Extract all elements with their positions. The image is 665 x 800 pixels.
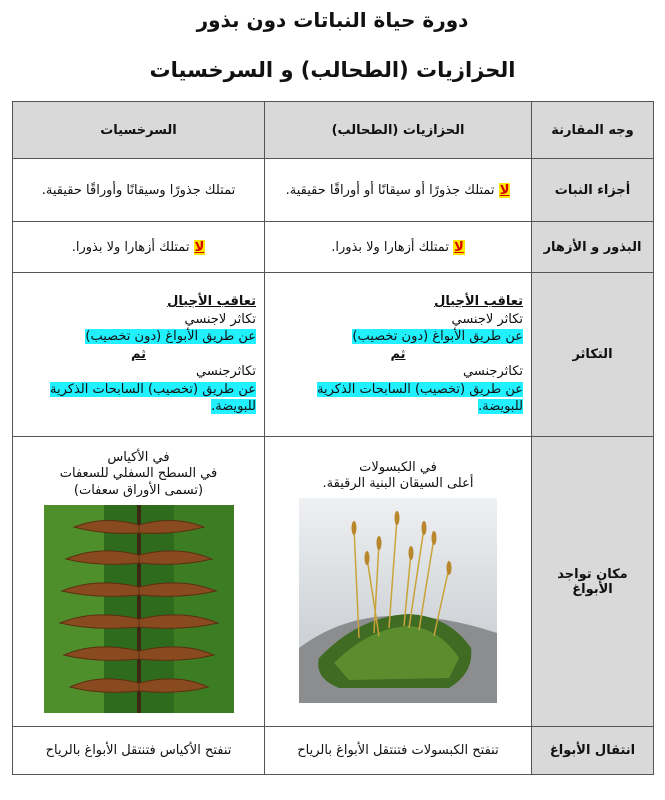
fern-image <box>44 505 234 713</box>
mosses-spore-transfer: تنفتح الكبسولات فتنتقل الأبواغ بالرياح <box>265 727 532 775</box>
mosses-reproduction <box>265 273 532 437</box>
then-label: ثم <box>130 346 147 362</box>
row-spore-transfer <box>13 727 654 775</box>
ferns-plant-parts: تمتلك جذورًا وسيقانًا وأوراقًا حقيقية. <box>13 159 265 222</box>
page-title: دورة حياة النباتات دون بذور <box>196 8 469 32</box>
no-badge: لا <box>454 239 464 255</box>
ferns-spore-location <box>13 437 265 727</box>
row-reproduction <box>13 273 654 437</box>
ferns-spores-line3: (تسمى الأوراق سعفات) <box>73 482 204 498</box>
header-row <box>13 102 654 159</box>
no-badge: لا <box>194 239 205 255</box>
aspect-reproduction: التكاثر <box>532 273 654 437</box>
no-badge: لا <box>499 182 510 198</box>
aspect-seeds-flowers: البذور و الأزهار <box>532 222 654 273</box>
aspect-spore-location: مكان تواجد الأبواغ <box>532 437 654 727</box>
comparison-table <box>12 101 654 775</box>
reproduction-heading: تعاقب الأجيال <box>167 294 256 310</box>
page-subtitle: الحزازيات (الطحالب) و السرخسيات <box>149 58 516 82</box>
ferns-spores-line2: في السطح السفلي للسعفات <box>59 466 218 482</box>
ferns-seeds-text: تمتلك أزهارا ولا بذورا. <box>71 239 190 255</box>
asexual-label: تكاثر لاجنسي <box>451 311 523 327</box>
header-mosses: الحزازيات (الطحالب) <box>265 102 532 159</box>
mosses-plant-parts-text: تمتلك جذورًا أو سيقانًا أو أوراقًا حقيقية. <box>285 182 495 198</box>
mosses-plant-parts <box>265 159 532 222</box>
ferns-reproduction <box>13 273 265 437</box>
aspect-plant-parts: أجزاء النبات <box>532 159 654 222</box>
sexual-method: عن طريق (تخصيب) السابحات الذكرية للبويضة. <box>317 381 523 415</box>
mosses-spores-line1: في الكبسولات <box>359 459 437 475</box>
row-spore-location <box>13 437 654 727</box>
aspect-spore-transfer: انتقال الأبواغ <box>532 727 654 775</box>
header-aspect: وجه المقارنة <box>532 102 654 159</box>
row-seeds-flowers <box>13 222 654 273</box>
asexual-label: تكاثر لاجنسي <box>184 311 256 327</box>
mosses-spores-line2: أعلى السيقان البنية الرقيقة. <box>322 476 474 491</box>
mosses-seeds-text: تمتلك أزهارا ولا بذورا. <box>331 239 449 255</box>
ferns-spore-transfer: تنفتح الأكياس فتنتقل الأبواغ بالرياح <box>13 727 265 775</box>
asexual-method: عن طريق الأبواغ (دون تخصيب) <box>352 329 523 345</box>
row-plant-parts <box>13 159 654 222</box>
ferns-seeds-flowers <box>13 222 265 273</box>
ferns-spores-line1: في الأكياس <box>107 450 170 466</box>
moss-image <box>299 498 497 703</box>
header-ferns: السرخسيات <box>13 102 265 159</box>
mosses-spore-location <box>265 437 532 727</box>
asexual-method: عن طريق الأبواغ (دون تخصيب) <box>85 329 256 345</box>
mosses-seeds-flowers <box>265 222 532 273</box>
then-label: ثم <box>390 346 406 362</box>
sexual-label: تكاثرجنسي <box>463 364 523 380</box>
sexual-method: عن طريق (تخصيب) السابحات الذكرية للبويضة. <box>50 381 256 415</box>
sexual-label: تكاثرجنسي <box>196 364 256 380</box>
reproduction-heading: تعاقب الأجيال <box>434 294 523 310</box>
